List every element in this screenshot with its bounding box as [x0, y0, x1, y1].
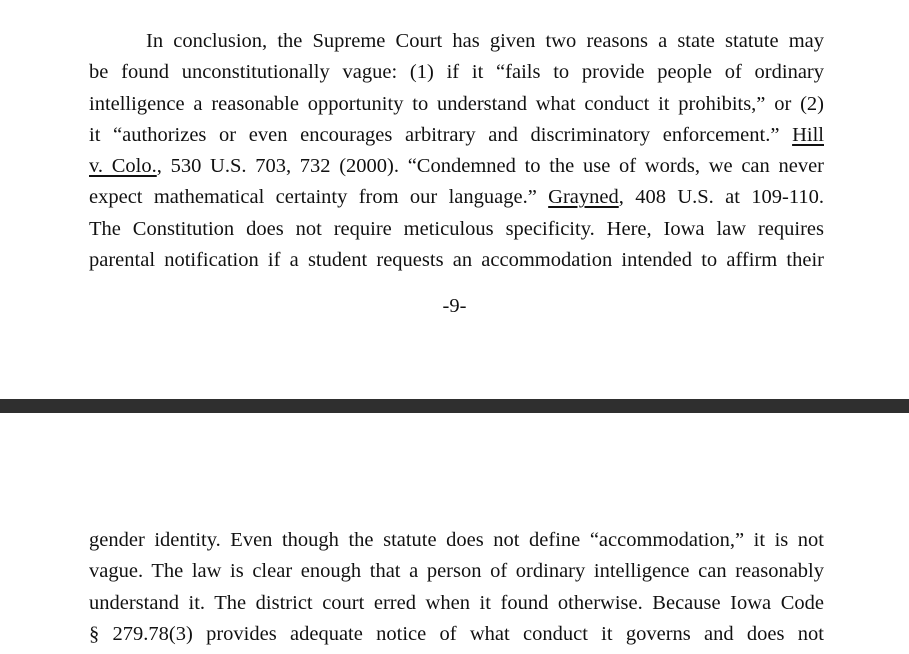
text-line [89, 151, 824, 182]
text-run: The Constitution does not require meticulous specificity. Here, Iowa law requires [89, 217, 824, 240]
case-citation-hill: Hill [792, 123, 824, 146]
text-run: expect mathematical certainty from our language.” [89, 186, 549, 209]
text-line [89, 588, 824, 619]
text-run: be found unconstitutionally vague: (1) if it “fails to provide people of ordinary [89, 61, 824, 84]
text-line [89, 556, 824, 587]
paragraph-continued [89, 525, 824, 650]
text-line [89, 619, 824, 650]
text-line [89, 525, 824, 556]
text-run: understand it. The district court erred when it found otherwise. Because Iowa Code [89, 591, 824, 614]
text-run: gender identity. Even though the statute does not define “accommodation,” it is not [89, 529, 824, 551]
text-line [89, 57, 824, 88]
paragraph-conclusion [89, 26, 824, 276]
text-run: vague. The law is clear enough that a person of ordinary intelligence can reasonably [89, 560, 824, 583]
page-number: -9- [442, 295, 467, 317]
text-run: it “authorizes or even encourages arbitrary and discriminatory enforcement.” [89, 123, 793, 146]
case-citation-hill-cont: v. Colo. [89, 155, 157, 178]
text-line [89, 214, 824, 245]
text-run: In conclusion, the Supreme Court has given two reasons a state statute may [146, 30, 824, 52]
text-line [89, 182, 824, 213]
text-run: , 530 U.S. 703, 732 (2000). “Condemned to the use of words, we can never [156, 155, 824, 178]
text-run: parental notification if a student requests an accommodation intended to affirm their [89, 249, 824, 272]
text-run: intelligence a reasonable opportunity to understand what conduct it prohibits,” or (2) [89, 92, 824, 115]
text-line [89, 89, 824, 120]
text-run: § 279.78(3) provides adequate notice of what conduct it governs and does not [89, 622, 824, 645]
text-line [89, 26, 824, 57]
text-line [89, 245, 824, 276]
case-citation-grayned: Grayned [548, 186, 619, 209]
text-run: , 408 U.S. at 109-110. [618, 186, 824, 209]
page-separator [0, 399, 909, 413]
text-line [89, 120, 824, 151]
page-10 [0, 413, 909, 654]
